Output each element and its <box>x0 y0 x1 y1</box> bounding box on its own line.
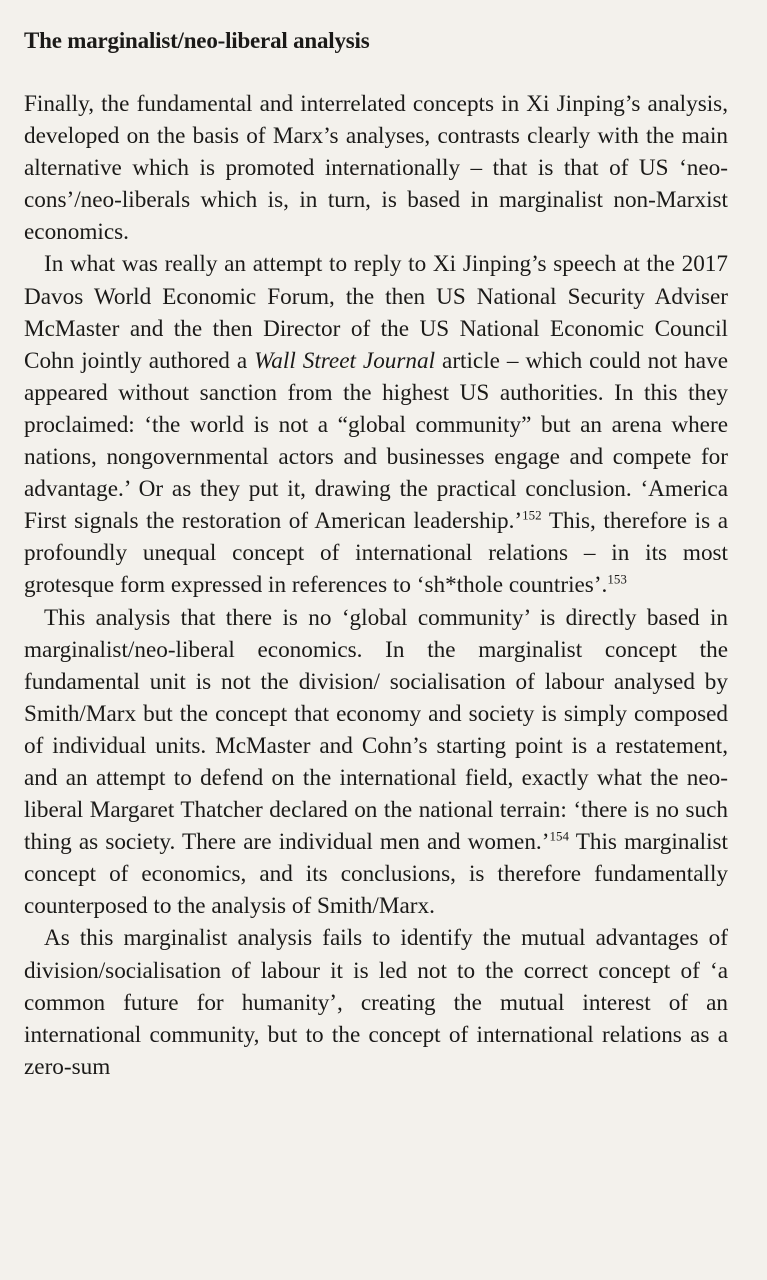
paragraph-2 <box>24 248 728 601</box>
paragraph-3-text-b: This marginalist concept of economics, and its conclusions, is therefore fundamentally counterposed to the analysis of Smith/Marx. <box>24 829 728 920</box>
footnote-ref-153: 153 <box>607 571 627 587</box>
paragraph-2-text-c: This, therefore is a profoundly unequal concept of international relations – in its most grotesque form expressed in references to ‘sh*thole countries’. <box>24 508 728 599</box>
footnote-ref-152: 152 <box>522 507 542 523</box>
footnote-ref-154: 154 <box>549 828 569 844</box>
paragraph-2-text-b: article – which could not have appeared without sanction from the highest US authorities. In this they proclaimed: ‘the world is not a “global community” but an arena where nations, nongovernmental actors and businesses engage and compete for advantage.’ Or as they put it, drawing the practical conclusion. ‘America First signals the restoration of American leadership.’ <box>24 347 728 535</box>
section-heading: The marginalist/neo-liberal analysis <box>24 28 370 53</box>
paragraph-1: Finally, the fundamental and interrelated concepts in Xi Jinping’s analysis, developed on the basis of Marx’s analyses, contrasts clearly with the main alternative which is promoted internationally – that is that of US ‘neo-cons’/neo-liberals which is, in turn, is based in marginalist non-Marxist economics. <box>24 91 728 246</box>
page-content <box>24 24 728 1083</box>
journal-title: Wall Street Journal <box>254 347 436 374</box>
paragraph-4: As this marginalist analysis fails to identify the mutual advantages of division/socialisation of labour it is led not to the correct concept of ‘a common future for humanity’, creating the mutual interest of an international community, but to the concept of international relations as a zero-sum <box>24 925 728 1080</box>
paragraph-2-text-a: In what was really an attempt to reply to Xi Jinping’s speech at the 2017 Davos World Economic Forum, the then US National Security Adviser McMaster and the then Director of the US National Economic Council Cohn jointly authored a <box>24 251 728 374</box>
paragraph-3-text-a: This analysis that there is no ‘global community’ is directly based in marginalist/neo-liberal economics. In the marginalist concept the fundamental unit is not the division/ socialisation of labour analysed by Smith/Marx but the concept that economy and society is simply composed of individual units. McMaster and Cohn’s starting point is a restatement, and an attempt to defend on the international field, exactly what the neo-liberal Margaret Thatcher declared on the national terrain: ‘there is no such thing as society. There are individual men and women.’ <box>24 604 728 856</box>
paragraph-3 <box>24 602 728 923</box>
